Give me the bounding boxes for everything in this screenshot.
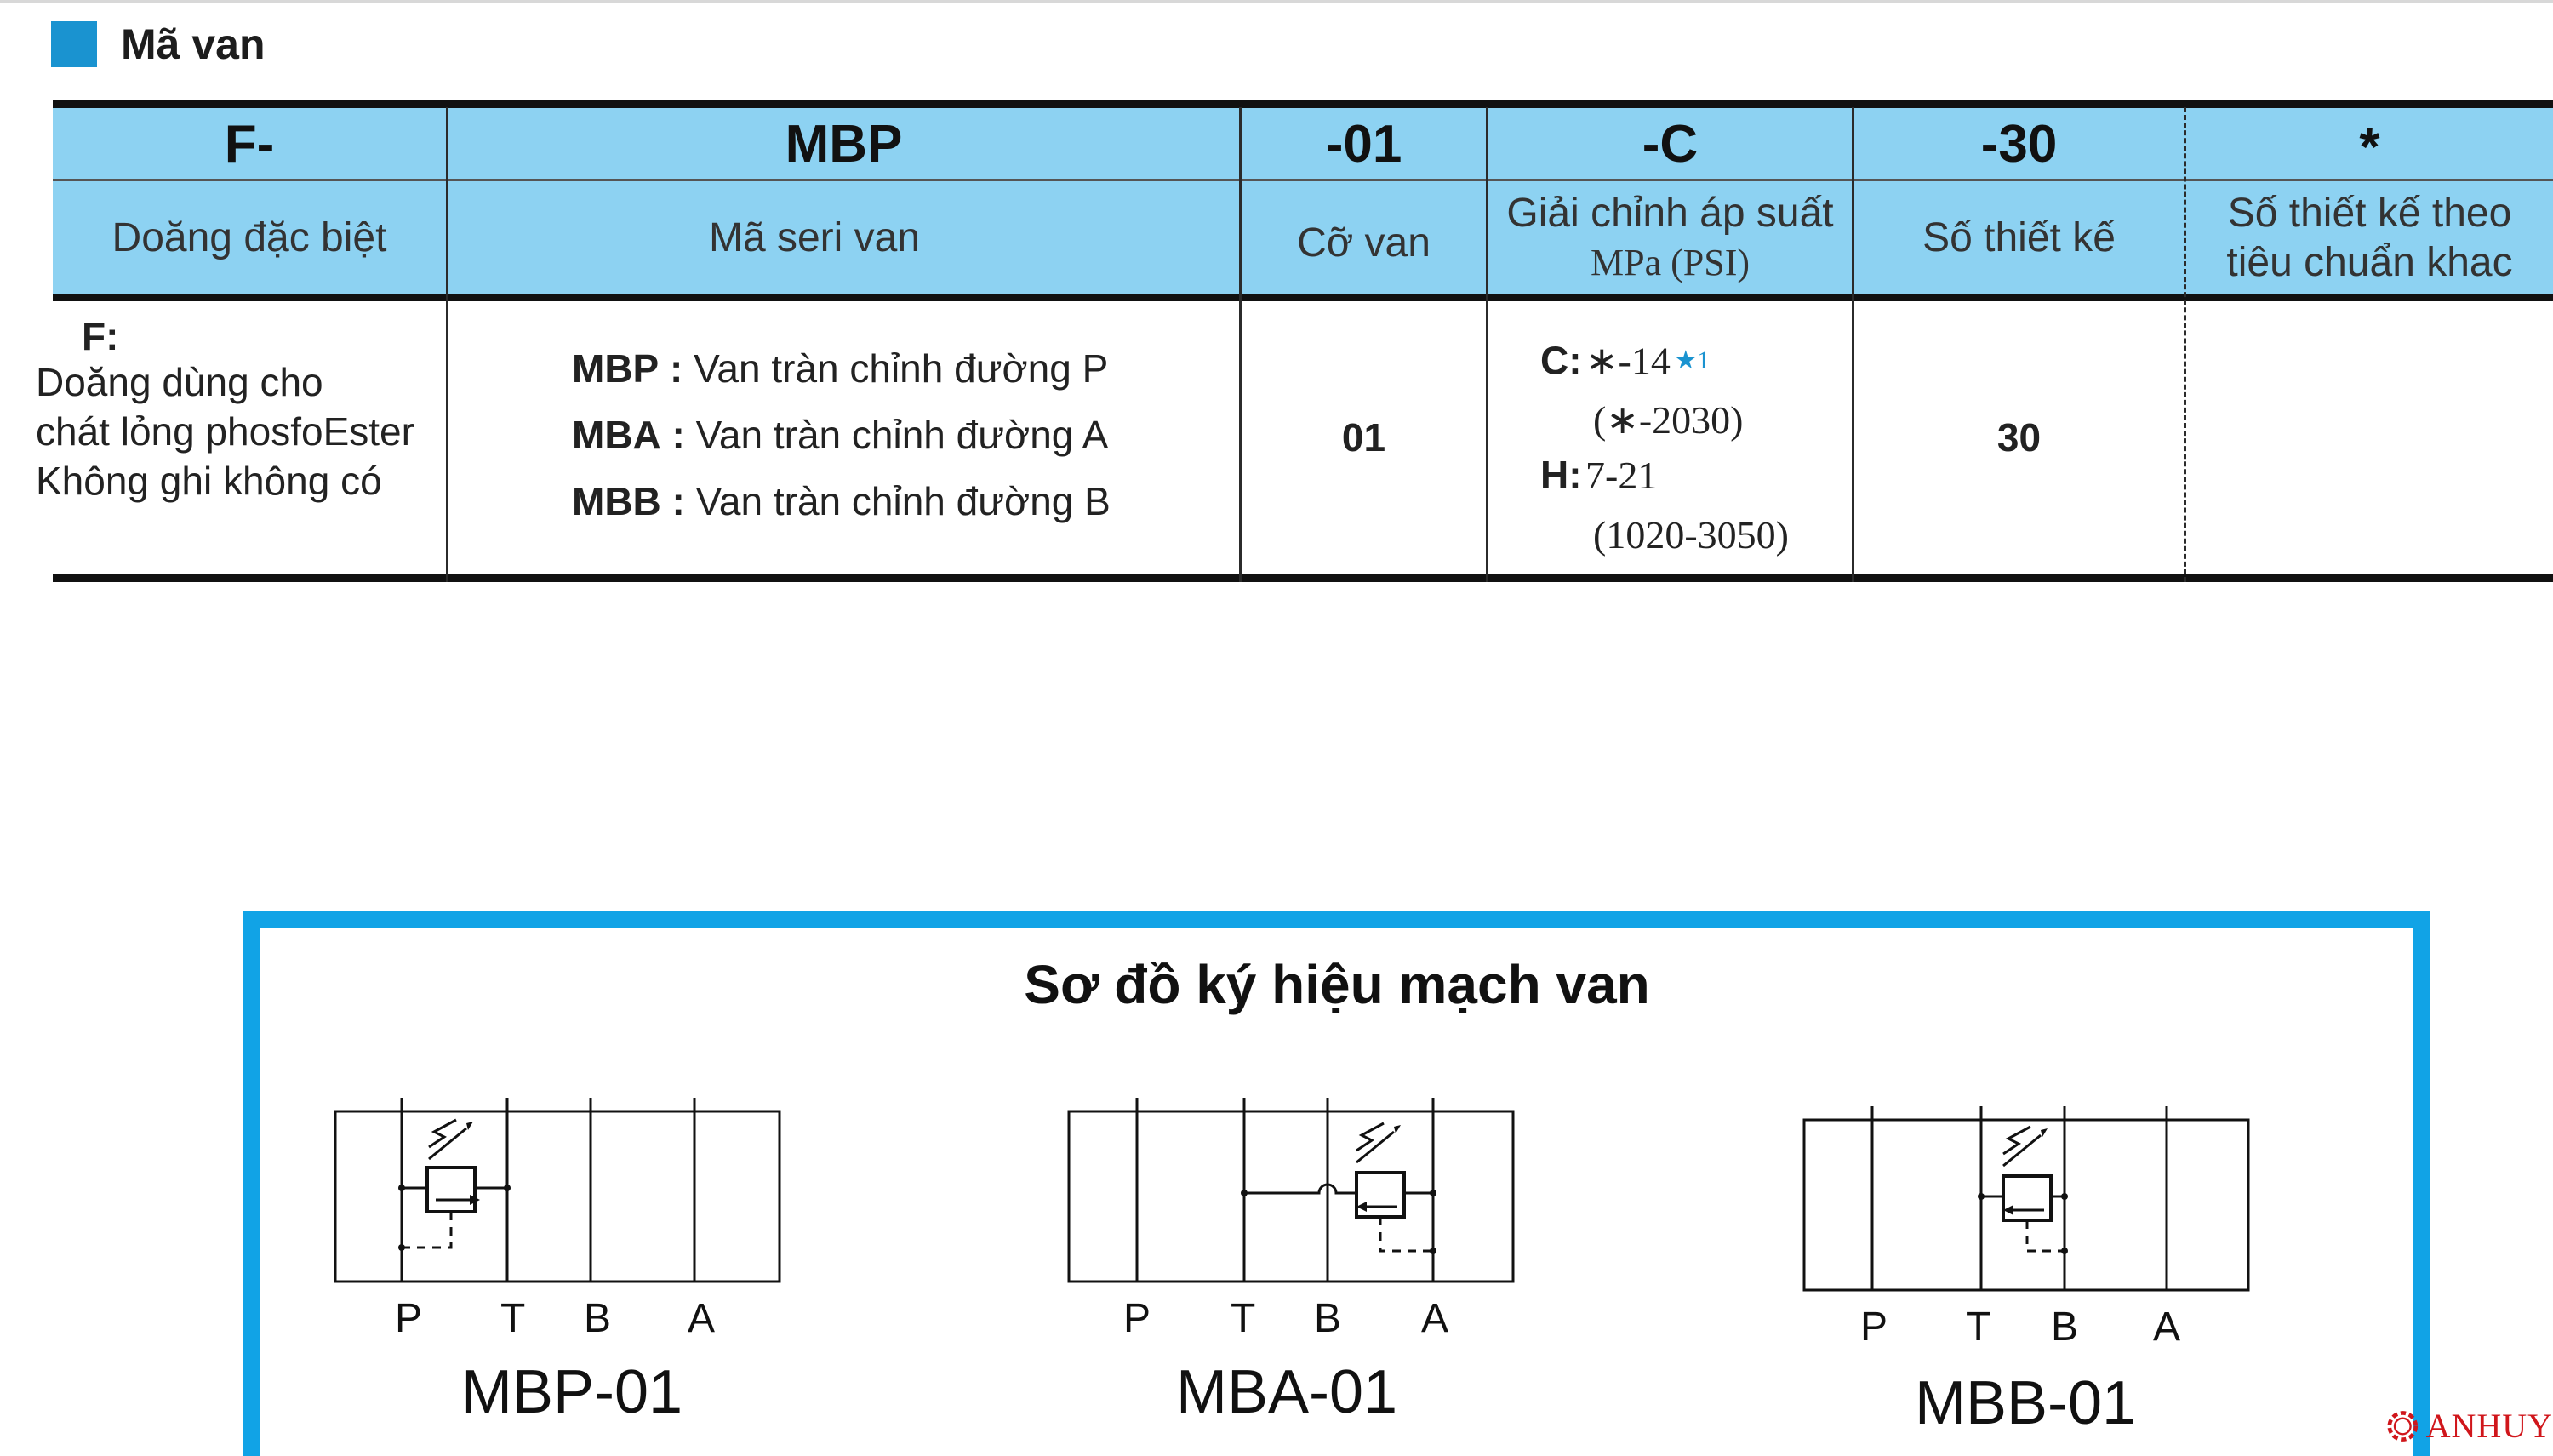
size-value: 01 [1341, 415, 1386, 460]
table-bottom-rule [53, 574, 2553, 582]
port-label: A [2153, 1305, 2181, 1350]
code-pressure: -C [1642, 114, 1699, 174]
port-label: T [1966, 1305, 1991, 1350]
desc-pressure-line1: Giải chỉnh áp suất [1506, 190, 1834, 236]
series-item [572, 477, 1236, 526]
gear-icon [2383, 1401, 2423, 1452]
code-size: -01 [1325, 114, 1402, 174]
series-text: Van tràn chỉnh đường P [694, 346, 1109, 391]
pressure-ranges [1540, 335, 1847, 560]
design-value: 30 [1996, 415, 2042, 460]
port-label: T [500, 1296, 526, 1341]
code-series: MBP [785, 114, 903, 174]
model-code-table [36, 100, 2553, 582]
desc-other-line1: Số thiết kế theo [2227, 190, 2512, 236]
series-separator: : [671, 479, 685, 523]
code-design: -30 [1980, 114, 2058, 174]
port-label: A [1421, 1296, 1449, 1341]
section-header [51, 19, 266, 70]
desc-other [2186, 181, 2553, 294]
pressure-c-note: ★1 [1674, 346, 1711, 374]
desc-f: Doăng đặc biệt [111, 214, 387, 260]
section-marker-icon [51, 21, 97, 67]
diagram-title: Sơ đồ ký hiệu mạch van [1024, 954, 1650, 1015]
table-top-rule [53, 100, 2553, 108]
desc-other-line2: tiêu chuẩn khac [2226, 239, 2513, 285]
mbb-01-symbol [1799, 1106, 2259, 1310]
f-description-line: Doăng dùng cho [36, 360, 323, 404]
port-label: T [1231, 1296, 1256, 1341]
port-label: P [1860, 1305, 1888, 1350]
model-label: MBA-01 [1176, 1358, 1398, 1426]
logo-text: ANHUY [2425, 1407, 2553, 1445]
mbp-01-symbol [330, 1098, 790, 1302]
pressure-h-label: H: [1540, 453, 1582, 498]
model-label: MBP-01 [461, 1358, 683, 1426]
top-rule [0, 0, 2553, 3]
series-separator: : [670, 346, 683, 391]
code-other: * [2359, 117, 2380, 177]
desc-pressure-line2: MPa (PSI) [1590, 241, 1751, 283]
other-value [2186, 301, 2553, 574]
f-description-line: Không ghi không có [36, 459, 382, 503]
code-f: F- [224, 114, 275, 174]
port-label: P [1123, 1296, 1151, 1341]
series-code: MBA [572, 413, 661, 457]
desc-size: Cỡ van [1297, 220, 1431, 266]
circuit-diagram-box [243, 911, 2430, 1456]
port-label: B [584, 1296, 612, 1341]
port-label: A [688, 1296, 716, 1341]
port-label: B [1314, 1296, 1342, 1341]
f-label: F: [82, 314, 119, 358]
series-item [572, 410, 1236, 460]
series-code: MBP [572, 346, 660, 391]
desc-design: Số thiết kế [1922, 214, 2116, 260]
desc-pressure [1488, 181, 1852, 294]
section-title: Mã van [121, 20, 266, 68]
mba-01-symbol [1064, 1098, 1523, 1302]
desc-series: Mã seri van [708, 214, 921, 260]
f-description-line: chát lỏng phosfoEster [36, 409, 414, 454]
series-code: MBB [572, 479, 661, 523]
series-list [572, 344, 1236, 526]
model-label: MBB-01 [1915, 1369, 2137, 1437]
pressure-c-psi: (∗-2030) [1593, 398, 1744, 443]
pressure-c-range: ∗-14 [1585, 339, 1671, 383]
port-label: P [395, 1296, 423, 1341]
pressure-h-psi: (1020-3050) [1593, 513, 1789, 557]
series-separator: : [671, 413, 685, 457]
brand-logo [2383, 1396, 2553, 1456]
series-text: Van tràn chỉnh đường B [695, 479, 1111, 523]
port-label: B [2051, 1305, 2079, 1350]
series-item [572, 344, 1236, 393]
f-description [36, 357, 453, 505]
pressure-c-label: C: [1540, 338, 1582, 383]
series-text: Van tràn chỉnh đường A [695, 413, 1109, 457]
pressure-h-range: 7-21 [1585, 454, 1658, 498]
